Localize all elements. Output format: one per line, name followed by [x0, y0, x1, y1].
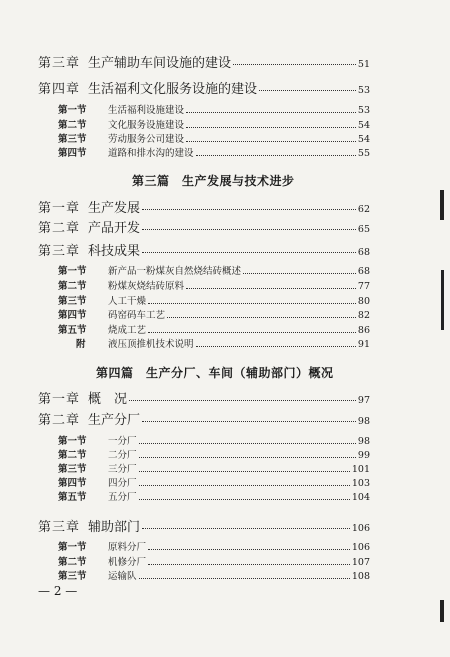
toc-section[interactable]	[58, 568, 370, 582]
chapter-title: 产品开发	[88, 221, 141, 236]
chapter-title: 生产发展	[88, 201, 141, 216]
section-title: 人工干燥	[108, 296, 147, 307]
page-number: 107	[351, 557, 370, 568]
section-label: 第一节	[58, 542, 87, 553]
chapter-label: 第一章	[38, 392, 81, 407]
section-label: 第五节	[58, 492, 87, 503]
page-number: 101	[351, 464, 370, 475]
toc-section[interactable]	[58, 447, 370, 461]
page-number: 97	[357, 395, 370, 406]
page-number: 62	[357, 204, 370, 215]
toc-section[interactable]	[58, 307, 370, 321]
toc-section[interactable]	[58, 278, 370, 292]
leader-dots	[142, 229, 356, 230]
page-number: 82	[357, 310, 370, 321]
leader-dots	[139, 443, 356, 444]
chapter-title: 生产分厂	[88, 413, 141, 428]
chapter-label: 第一章	[38, 201, 81, 216]
page-number: 53	[357, 105, 370, 116]
page-number: 103	[351, 478, 370, 489]
leader-dots	[139, 499, 350, 500]
page-number: 55	[357, 148, 370, 159]
leader-dots	[142, 209, 356, 210]
leader-dots	[196, 346, 356, 347]
toc-section[interactable]	[58, 475, 370, 489]
toc-section[interactable]	[58, 539, 370, 553]
toc-chapter[interactable]	[38, 388, 370, 407]
section-title: 新产品一粉煤灰自然烧结砖概述	[108, 266, 242, 277]
page-number: 104	[351, 492, 370, 503]
toc-section[interactable]	[58, 336, 370, 350]
section-title: 液压顶推机技术说明	[108, 339, 194, 350]
page-number: 77	[357, 281, 370, 292]
page-number: 65	[357, 224, 370, 235]
chapter-label: 第三章	[38, 520, 81, 535]
chapter-title: 辅助部门	[88, 520, 141, 535]
section-label: 第四节	[58, 148, 87, 159]
page-number: 68	[357, 247, 370, 258]
chapter-label: 第三章	[38, 56, 81, 71]
section-title: 码窑码车工艺	[108, 310, 166, 321]
section-title: 原料分厂	[108, 542, 147, 553]
chapter-label: 第三章	[38, 244, 81, 259]
section-label: 第一节	[58, 436, 87, 447]
leader-dots	[142, 252, 356, 253]
page-number: 98	[357, 436, 370, 447]
leader-dots	[139, 485, 350, 486]
leader-dots	[139, 457, 356, 458]
leader-dots	[148, 332, 356, 333]
page-number: 106	[351, 542, 370, 553]
leader-dots	[139, 578, 350, 579]
page-number: 80	[357, 296, 370, 307]
toc-section[interactable]	[58, 433, 370, 447]
section-label: 附	[76, 339, 86, 350]
section-title: 二分厂	[108, 450, 137, 461]
section-label: 第三节	[58, 464, 87, 475]
toc-section[interactable]	[58, 102, 370, 116]
section-label: 第四节	[58, 478, 87, 489]
page-number: 106	[351, 523, 370, 534]
section-label: 第二节	[58, 120, 87, 131]
toc-section[interactable]	[58, 489, 370, 503]
chapter-label: 第二章	[38, 413, 81, 428]
toc-chapter[interactable]	[38, 78, 370, 97]
leader-dots	[196, 155, 356, 156]
toc-section[interactable]	[58, 293, 370, 307]
section-label: 第一节	[58, 105, 87, 116]
leader-dots	[186, 288, 356, 289]
toc-chapter[interactable]	[38, 516, 370, 535]
leader-dots	[148, 564, 350, 565]
toc-section[interactable]	[58, 145, 370, 159]
section-label: 第二节	[58, 557, 87, 568]
toc-section[interactable]	[58, 461, 370, 475]
scan-edge-mark	[440, 190, 444, 220]
page-number: 86	[357, 325, 370, 336]
page-number: 91	[357, 339, 370, 350]
toc-section[interactable]	[58, 117, 370, 131]
page-number: 54	[357, 134, 370, 145]
chapter-title: 科技成果	[88, 244, 141, 259]
page-number: 54	[357, 120, 370, 131]
section-title: 一分厂	[108, 436, 137, 447]
section-title: 机修分厂	[108, 557, 147, 568]
leader-dots	[148, 549, 350, 550]
leader-dots	[142, 528, 350, 529]
section-label: 第五节	[58, 325, 87, 336]
page-number: 108	[351, 571, 370, 582]
chapter-label: 第二章	[38, 221, 81, 236]
page-number: 68	[357, 266, 370, 277]
section-title: 五分厂	[108, 492, 137, 503]
section-label: 第三节	[58, 571, 87, 582]
leader-dots	[148, 303, 356, 304]
section-title: 劳动服务公司建设	[108, 134, 185, 145]
section-label: 第三节	[58, 296, 87, 307]
page-number: 53	[357, 85, 370, 96]
page-number: 51	[357, 59, 370, 70]
chapter-title: 生活福利文化服务设施的建设	[88, 82, 258, 97]
section-title: 文化服务设施建设	[108, 120, 185, 131]
scan-edge-mark	[441, 270, 444, 330]
section-label: 第二节	[58, 450, 87, 461]
section-title: 烧成工艺	[108, 325, 147, 336]
toc-chapter[interactable]	[38, 52, 370, 71]
chapter-title: 概 况	[88, 392, 128, 407]
leader-dots	[129, 400, 356, 401]
toc-section[interactable]	[58, 322, 370, 336]
toc-chapter[interactable]	[38, 409, 370, 428]
leader-dots	[167, 317, 356, 318]
section-label: 第四节	[58, 310, 87, 321]
section-title: 道路和排水沟的建设	[108, 148, 194, 159]
toc-chapter[interactable]	[38, 240, 370, 259]
section-label: 第一节	[58, 266, 87, 277]
section-title: 运输队	[108, 571, 137, 582]
page-number: 99	[357, 450, 370, 461]
page-footer-number: — 2 —	[38, 584, 78, 598]
toc-chapter[interactable]	[38, 217, 370, 236]
leader-dots	[139, 471, 350, 472]
leader-dots	[233, 64, 356, 65]
section-title: 四分厂	[108, 478, 137, 489]
scan-edge-mark	[440, 600, 444, 622]
leader-dots	[186, 112, 356, 113]
toc-section[interactable]	[58, 554, 370, 568]
toc-section[interactable]	[58, 131, 370, 145]
leader-dots	[243, 273, 356, 274]
section-title: 生活福利设施建设	[108, 105, 185, 116]
leader-dots	[186, 141, 356, 142]
section-title: 三分厂	[108, 464, 137, 475]
section-label: 第二节	[58, 281, 87, 292]
section-title: 粉煤灰烧结砖原料	[108, 281, 185, 292]
section-label: 第三节	[58, 134, 87, 145]
chapter-title: 生产辅助车间设施的建设	[88, 56, 232, 71]
chapter-label: 第四章	[38, 82, 81, 97]
toc-chapter[interactable]	[38, 197, 370, 216]
page-number: 98	[357, 416, 370, 427]
leader-dots	[186, 127, 356, 128]
part-heading: 第三篇 生产发展与技术进步	[132, 174, 295, 188]
leader-dots	[259, 90, 356, 91]
toc-section[interactable]	[58, 263, 370, 277]
leader-dots	[142, 421, 356, 422]
part-heading: 第四篇 生产分厂、车间（辅助部门）概况	[96, 366, 334, 380]
